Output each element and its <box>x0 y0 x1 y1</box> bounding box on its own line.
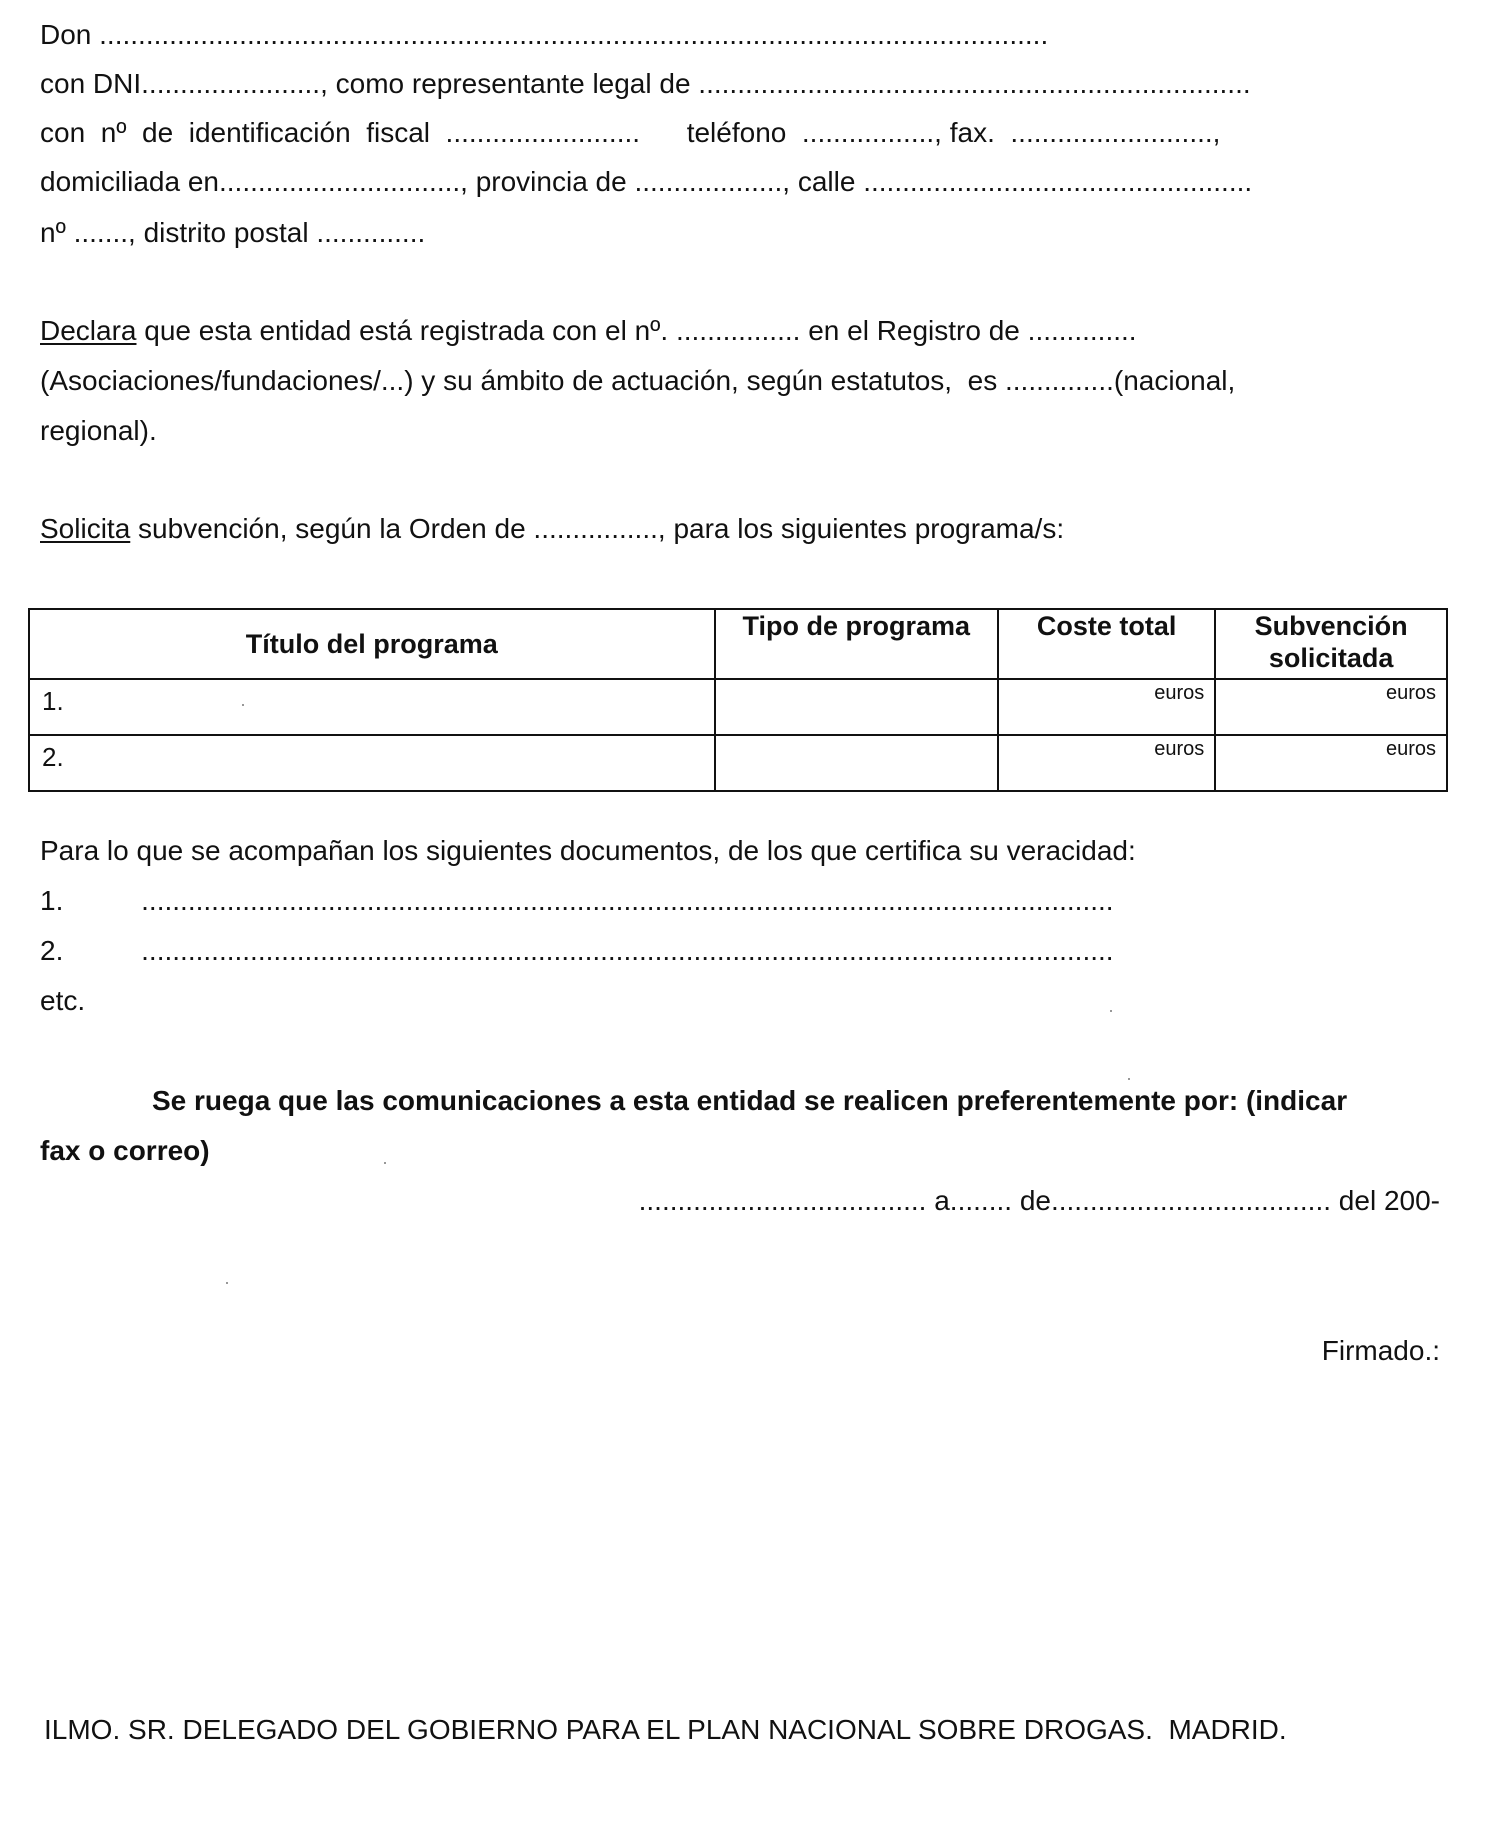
table-row <box>29 735 1447 791</box>
col-tipo-programa: Tipo de programa <box>715 609 998 679</box>
declara-text: que esta entidad está registrada con el nº. ................ en el Registro de .............. <box>136 315 1137 346</box>
programs-table <box>28 608 1448 792</box>
documentos-etc: etc. <box>40 985 86 1016</box>
scan-speck <box>1110 1010 1112 1012</box>
solicita-text: subvención, según la Orden de ................, para los siguientes programa/s: <box>130 513 1065 544</box>
declara-line-2: (Asociaciones/fundaciones/...) y su ámbito de actuación, según estatutos, es ..............(nacional, <box>40 365 1236 396</box>
subvencion-cell: euros <box>1215 679 1447 735</box>
ruego-line-1: Se ruega que las comunicaciones a esta entidad se realicen preferentemente por: (indicar <box>152 1085 1348 1116</box>
field-nif-telefono-fax: con nº de identificación fiscal ......................... teléfono ................., fax. .........................., <box>40 117 1221 148</box>
field-don: Don .......................................................................................................................... <box>40 19 1049 50</box>
documento-item-2: 2. ............................................................................................................................. <box>40 935 1114 966</box>
col-titulo-programa: Título del programa <box>29 609 715 679</box>
coste-cell: euros <box>998 735 1215 791</box>
solicita-line <box>40 512 1440 546</box>
field-domicilio: domiciliada en..............................., provincia de ..................., calle .................................................. <box>40 166 1253 197</box>
field-distrito-postal: nº ......., distrito postal .............. <box>40 217 426 248</box>
tipo-cell <box>715 679 998 735</box>
scan-speck <box>384 1162 386 1164</box>
row-number: 2. <box>29 735 715 791</box>
field-dni-representante: con DNI......................., como representante legal de ....................................................................... <box>40 68 1251 99</box>
firmado-label: Firmado.: <box>1321 1335 1440 1366</box>
declara-line-3: regional). <box>40 415 157 446</box>
scan-speck <box>242 704 244 706</box>
coste-cell: euros <box>998 679 1215 735</box>
table-row <box>29 679 1447 735</box>
col-subvencion-solicitada: Subvención solicitada <box>1215 609 1447 679</box>
tipo-cell <box>715 735 998 791</box>
destinatario: ILMO. SR. DELEGADO DEL GOBIERNO PARA EL PLAN NACIONAL SOBRE DROGAS. MADRID. <box>44 1714 1287 1745</box>
table-header-row <box>29 609 1447 679</box>
col-coste-total: Coste total <box>998 609 1215 679</box>
declara-keyword: Declara <box>40 315 137 346</box>
declara-line-1 <box>40 314 1440 348</box>
ruego-line-2: fax o correo) <box>40 1135 210 1166</box>
scan-speck <box>226 1282 228 1284</box>
solicita-keyword: Solicita <box>40 513 131 544</box>
documentos-intro: Para lo que se acompañan los siguientes documentos, de los que certifica su veracidad: <box>40 835 1136 866</box>
row-number: 1. <box>29 679 715 735</box>
fecha-line: ..................................... a........ de.................................... del 200- <box>638 1185 1440 1216</box>
subvencion-cell: euros <box>1215 735 1447 791</box>
documento-item-1: 1. ............................................................................................................................. <box>40 885 1114 916</box>
scan-speck <box>1128 1078 1130 1080</box>
